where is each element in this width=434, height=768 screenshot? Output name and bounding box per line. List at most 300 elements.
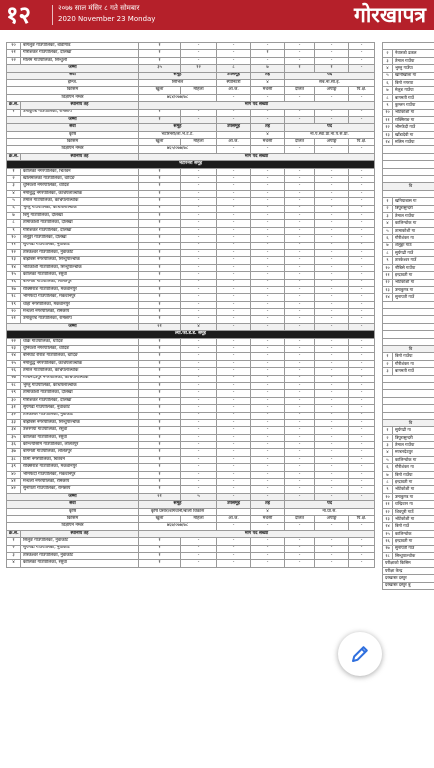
table-cell: ६ [383,464,393,471]
section-heading [383,419,434,426]
table-cell: १२ [181,65,217,72]
table-cell: १ [139,109,181,116]
table-cell: - [217,301,251,308]
table-cell: - [285,449,315,456]
table-cell: - [315,190,349,197]
main-grid [6,42,375,568]
table-cell: १ [139,427,181,434]
table-cell: सिन्धुपाल्चोक [393,552,434,559]
table-cell: १ [139,479,181,486]
table-cell: - [181,279,217,286]
table-cell: - [285,456,315,463]
table-cell: - [285,176,315,183]
table-cell: १० [383,493,393,500]
table-cell: - [349,168,375,175]
table-cell: पि.क्षे. [349,139,375,146]
table-cell: १ [139,249,181,256]
section-header [7,124,375,131]
table-cell: - [217,220,251,227]
table-cell: ३५ [139,65,181,72]
table-cell: - [315,353,349,360]
table-cell: शैलुङ्गा गाउँ [393,242,434,249]
table-row [7,205,375,212]
table-cell: - [349,552,375,559]
table-cell: - [181,168,217,175]
table-cell: - [181,368,217,375]
table-cell: - [181,464,217,471]
table-cell: - [349,353,375,360]
table-cell: १ [383,427,393,434]
table-cell: महिला [181,516,217,523]
table-cell: बेनिघाट रोराङ गाउँपालिका, धादिङ [21,353,139,360]
table-cell: - [285,212,315,219]
table-cell: - [251,146,285,153]
table-cell: १ [139,560,181,567]
table-cell: १ [139,257,181,264]
table-cell: थाहा नगरपालिका, मकवानपुर [21,301,139,308]
table-cell: - [217,205,251,212]
table-cell: भुम्लु गाउँपा [393,65,434,72]
table-cell: उमाकुण्ड गा [393,493,434,500]
table-row [7,427,375,434]
table-cell: उपसमूह [217,124,251,131]
table-cell: - [315,272,349,279]
table-cell: - [349,368,375,375]
table-cell: सिभिल [139,79,217,86]
table-cell: - [315,479,349,486]
table-row [383,257,434,264]
table-cell: उपसमूह [217,501,251,508]
spacer-row [383,338,434,345]
table-cell: दलित [285,516,315,523]
footer-row [383,560,434,567]
table-cell: १ [139,212,181,219]
table-row [7,353,375,360]
table-cell: ९ [383,257,393,264]
table-cell: - [251,309,285,316]
table-cell: तामाकोशी गाउँपालिका, दोलखा [21,390,139,397]
table-cell: बाह्रबिसे नगरपालिका, सिन्धुपाल्चोक [21,419,139,426]
table-row [383,249,434,256]
table-cell: राक्सिराङ गाउँपालिका, मकवानपुर [21,464,139,471]
table-cell: सेवा [7,72,139,79]
table-cell: किसिम [7,139,139,146]
table-cell: - [217,397,251,404]
table-cell: - [315,493,349,500]
table-cell: - [181,183,217,190]
table-cell: २८ [7,382,21,389]
table-cell: विज्ञापन नम्बर [7,146,139,153]
table-cell: खाँडादेवी गा [393,131,434,138]
spacer-row [383,323,434,330]
table-cell: - [217,323,251,330]
table-cell: - [181,116,217,123]
table-cell: - [349,382,375,389]
table-row [383,442,434,449]
table-cell: - [285,412,315,419]
table-cell: - [251,360,285,367]
table-cell: २२ [7,57,21,64]
table-cell: ३ [383,442,393,449]
table-cell: - [315,456,349,463]
table-cell: - [217,43,251,50]
table-row [7,449,375,456]
spacer-row [383,176,434,183]
table-cell: - [217,538,251,545]
table-cell: १० [383,109,393,116]
table-cell: - [181,353,217,360]
column-header [7,153,375,160]
table-cell: - [285,360,315,367]
table-cell: इन्द्रावती गा [393,479,434,486]
table-cell: १ [139,353,181,360]
table-cell: कालिका गाउँपालिका, रसुवा [21,272,139,279]
table-cell: किसिम [7,516,139,523]
table-cell: - [315,538,349,545]
table-cell: - [285,264,315,271]
table-cell: गौरीशंकर गा [393,235,434,242]
table-cell: ३१ [7,405,21,412]
table-cell: - [251,43,285,50]
table-cell: - [251,405,285,412]
table-cell: ३ [383,212,393,219]
table-row [383,94,434,101]
table-cell [383,405,434,412]
table-cell [383,43,434,50]
table-cell: - [285,353,315,360]
table-row [383,109,434,116]
table-cell: थाक्रे गाउँपालिका, धादिङ [21,338,139,345]
table-cell: १ [139,338,181,345]
table-cell: उमाकुण्ड गाउँपालिका, रामेछाप [21,316,139,323]
table-cell: वि [383,346,434,353]
table-cell: १४ [383,294,393,301]
table-cell: वि [383,183,434,190]
table-cell: १ [139,50,181,57]
table-cell: २० [7,43,21,50]
table-cell: ३ [7,183,21,190]
table-row [383,353,434,360]
table-cell: - [251,316,285,323]
table-cell: - [285,183,315,190]
table-cell: जम्मा [7,493,139,500]
table-cell: ६ [383,235,393,242]
table-cell: १ [139,419,181,426]
table-cell: ७ [383,471,393,478]
total-row [7,323,375,330]
table-cell: - [349,434,375,441]
table-cell: सुर्यगढी गा [393,427,434,434]
table-cell: ना.प्रा.स. [285,508,375,515]
table-cell: चन्द्रिवान गा [393,501,434,508]
table-cell: ३३ [7,419,21,426]
table-row [7,286,375,293]
table-cell: - [349,183,375,190]
table-row [7,242,375,249]
table-cell: - [217,346,251,353]
table-cell: - [315,176,349,183]
table-cell: ५ [383,227,393,234]
table-cell: - [251,375,285,382]
table-cell: खुला [139,87,181,94]
table-cell: - [285,434,315,441]
table-cell: - [349,176,375,183]
table-cell: तामाकोशी गाउँपालिका, दोलखा [21,220,139,227]
table-cell: - [285,109,315,116]
table-cell: - [217,198,251,205]
table-cell: १ [139,190,181,197]
table-cell: - [285,235,315,242]
table-cell: - [251,390,285,397]
table-cell: - [217,456,251,463]
table-cell: - [217,412,251,419]
table-cell: बागमती गाउँ [393,94,434,101]
table-cell: - [217,368,251,375]
table-cell: - [315,390,349,397]
table-cell: - [217,405,251,412]
table-cell: मेलुङ गाउँपा [393,87,434,94]
table-cell: भोटेकोशी गाउँपालिका, सिन्धुपाल्चोक [21,264,139,271]
table-cell: - [251,272,285,279]
column-header [7,102,375,109]
table-cell: कृषि [7,131,139,138]
table-cell: - [315,419,349,426]
table-cell: १२ [383,508,393,515]
table-cell: १८ [383,552,393,559]
table-cell: १ [139,279,181,286]
table-row [383,486,434,493]
table-cell: उमाकुण्ड गा [393,286,434,293]
table-cell: - [181,397,217,404]
table-cell: - [285,168,315,175]
table-cell: - [181,309,217,316]
page-number: १२ [6,0,31,29]
table-cell: - [349,397,375,404]
table-row [7,560,375,567]
table-cell: - [251,486,285,493]
table-cell: २२ [7,338,21,345]
table-cell: - [285,486,315,493]
table-cell: - [251,471,285,478]
table-cell: समूह [139,72,217,79]
table-cell: - [217,479,251,486]
table-cell: जम्मा [7,65,139,72]
table-cell: - [349,456,375,463]
table-cell: - [217,493,251,500]
table-cell: तारकेश्वर गाउँपालिका, नुवाकोट [21,552,139,559]
table-cell: - [181,471,217,478]
table-row [7,272,375,279]
table-cell: - [181,412,217,419]
table-cell: २१ [139,323,181,330]
table-cell: - [217,449,251,456]
table-cell: तारकेश्वर गाउँ [393,257,434,264]
table-cell: १ [139,176,181,183]
table-cell: १ [139,220,181,227]
table-row [383,235,434,242]
table-cell: ७ [383,242,393,249]
table-cell: - [181,109,217,116]
spacer-row [383,301,434,308]
table-cell: - [315,427,349,434]
table-cell: - [181,456,217,463]
group-title [7,161,375,168]
table-cell: क्र.सं. [7,530,21,537]
table-cell: - [181,405,217,412]
table-row [7,464,375,471]
table-cell: - [315,50,349,57]
table-cell: १ [139,412,181,419]
table-row [7,168,375,175]
table-cell: १ [7,109,21,116]
table-cell: मन्थली नगरपालिका, रामेछाप [21,479,139,486]
table-cell: - [251,538,285,545]
table-cell: - [285,57,315,64]
table-cell: - [217,279,251,286]
table-cell: किसिम [7,87,139,94]
table-cell: ४ [251,508,285,515]
table-cell: - [217,390,251,397]
table-row [7,486,375,493]
table-cell: विज्ञापन नम्बर [7,94,139,101]
total-row [7,493,375,500]
table-cell: - [251,94,285,101]
table-cell: - [251,368,285,375]
section-header [7,72,375,79]
table-cell: १३ [383,516,393,523]
spacer-row [383,397,434,404]
table-cell: १२ [383,279,393,286]
table-cell: मधेसी [251,516,285,523]
table-cell [383,153,434,160]
table-cell: - [217,176,251,183]
table-cell: भेटेरिनरी समूह [7,161,375,168]
table-cell: दलित [285,139,315,146]
table-cell: - [315,235,349,242]
table-cell: - [251,545,285,552]
table-cell: १ [139,242,181,249]
table-cell: सब.ना.सा.ई. [285,79,375,86]
table-cell: नमोबुद्ध नगरपालिका, काभ्रेपलाञ्चोक [21,360,139,367]
kisim-row [7,139,375,146]
table-cell: - [315,279,349,286]
table-cell: - [181,338,217,345]
table-cell: १८ [7,294,21,301]
table-cell: - [217,94,251,101]
table-cell: - [349,427,375,434]
table-cell: - [349,545,375,552]
table-cell: - [285,190,315,197]
table-cell: - [181,479,217,486]
table-cell: - [315,309,349,316]
table-cell: तेमाल गाउँपालिका, काभ्रेपलाञ्चोक [21,198,139,205]
table-cell: १ [139,360,181,367]
table-cell: ठिमी नगरपालिका, चितवन [21,456,139,463]
table-cell: १ [139,456,181,463]
table-cell: - [315,405,349,412]
table-cell: - [181,235,217,242]
table-cell: - [315,227,349,234]
section-values [7,508,375,515]
table-row [7,212,375,219]
table-cell: १ [139,552,181,559]
spacer-row [383,161,434,168]
table-cell: - [181,538,217,545]
table-cell: तेमाल गाउँपा [393,212,434,219]
table-cell: - [217,249,251,256]
table-cell [383,338,434,345]
table-cell: - [315,94,349,101]
table-row [7,442,375,449]
table-cell: २१ [139,493,181,500]
table-row [383,87,434,94]
table-cell: भोटेकोशी गा [393,486,434,493]
table-cell [383,397,434,404]
ad-number-row [7,523,375,530]
table-cell: - [349,471,375,478]
table-cell: - [251,464,285,471]
table-cell: - [315,198,349,205]
table-cell: - [315,301,349,308]
table-row [7,456,375,463]
table-row [7,109,375,116]
table-cell: १ [383,198,393,205]
table-cell: - [251,176,285,183]
table-cell: - [285,286,315,293]
table-cell: - [217,227,251,234]
table-cell: - [251,427,285,434]
table-cell: - [285,220,315,227]
spacer-row [383,146,434,153]
table-cell: - [181,301,217,308]
table-cell: अपाङ्ग [315,516,349,523]
table-cell: - [315,346,349,353]
table-cell: - [217,442,251,449]
table-cell: ११ [383,501,393,508]
table-cell: - [251,397,285,404]
table-cell: पि.क्षे. [349,87,375,94]
table-cell: १ [7,538,21,545]
table-cell: १ [139,227,181,234]
table-cell: बिगु गाउँपालिका, दोलखा [21,212,139,219]
table-cell: - [181,434,217,441]
table-cell: - [285,538,315,545]
table-row [7,309,375,316]
table-cell: - [217,375,251,382]
table-cell: ल्या.फो.डे.डे. समूह [7,331,375,338]
table-cell: - [315,471,349,478]
edit-button[interactable] [338,632,382,676]
spacer-row [383,309,434,316]
table-cell [383,382,434,389]
table-cell: - [181,316,217,323]
section-values [7,79,375,86]
table-cell: ३ [383,57,393,64]
table-cell: १ [139,205,181,212]
table-cell: कालिका गाउँपालिका, रसुवा [21,560,139,567]
ad-number-row [7,94,375,101]
table-cell: - [285,464,315,471]
table-row [383,212,434,219]
table-cell: १० [7,235,21,242]
table-cell: - [181,264,217,271]
table-cell: - [349,257,375,264]
table-cell: - [285,493,315,500]
table-row [383,360,434,367]
table-cell: ६ [7,205,21,212]
table-cell: ८ [217,65,251,72]
table-cell: ना.प.स्वा.प्रा.ना.प.से.प्रा. [285,131,375,138]
